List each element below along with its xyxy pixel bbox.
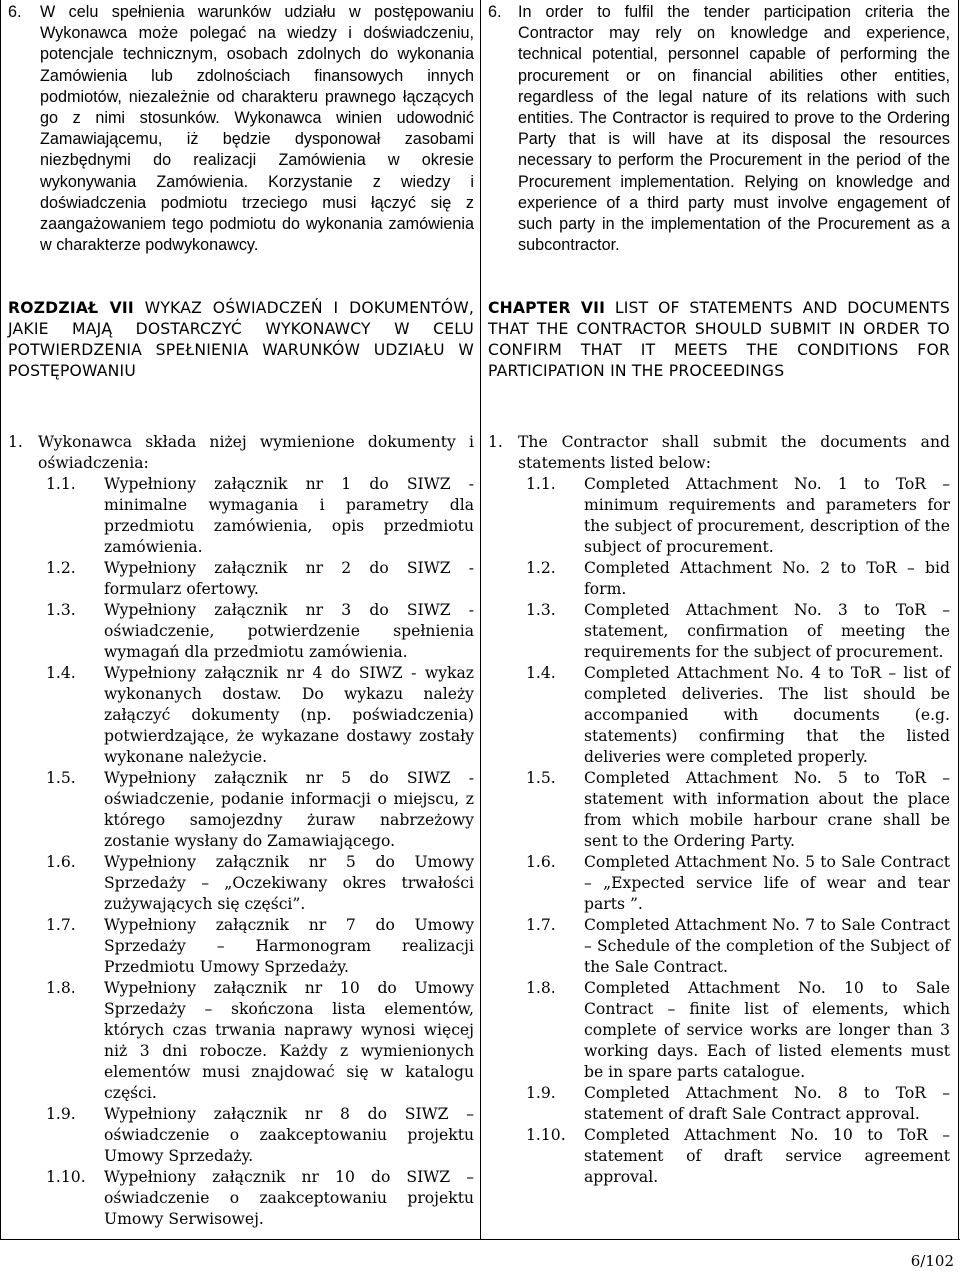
- list-item: [488, 600, 950, 663]
- list-item: [8, 915, 474, 978]
- list-intro: [488, 432, 950, 474]
- list-item: [488, 474, 950, 558]
- item-number: 1.7.: [46, 916, 76, 934]
- page-number: 6/102: [910, 1252, 954, 1270]
- item-text: Completed Attachment No. 10 to ToR – statement of draft service agreement approval.: [584, 1126, 950, 1186]
- list-item: [8, 852, 474, 915]
- item-text: Completed Attachment No. 10 to Sale Contract – finite list of elements, which complete of service works are longer than 3 working days. Each of listed elements must be in spare parts catalogue.: [584, 979, 950, 1081]
- chapter-heading-pl: [8, 298, 474, 382]
- list-item: [488, 915, 950, 978]
- section-6-pl: [8, 2, 474, 256]
- chapter-title: WYKAZ OŚWIADCZEŃ I DOKUMENTÓW, JAKIE MAJĄ DOSTARCZYĆ WYKONAWCY W CELU POTWIERDZENIA SPEŁNIENIA WARUNKÓW UDZIAŁU W POSTĘPOWANIU: [8, 299, 474, 380]
- item-number: 1.7.: [526, 916, 556, 934]
- list-item: [8, 1104, 474, 1167]
- item-number: 1.2.: [46, 559, 76, 577]
- chapter-label: CHAPTER VII: [488, 299, 606, 317]
- list-items: [8, 474, 474, 1230]
- list-item: [8, 663, 474, 768]
- documents-list-en: [488, 432, 950, 1188]
- table-border-left: [0, 0, 1, 1240]
- item-number: 1.2.: [526, 559, 556, 577]
- item-number: 1.1.: [46, 475, 76, 493]
- item-number: 1.9.: [526, 1084, 556, 1102]
- item-text: Completed Attachment No. 1 to ToR – minimum requirements and parameters for the subject of procurement, description of the subject of procurement.: [584, 475, 950, 556]
- section-text: W celu spełnienia warunków udziału w postępowaniu Wykonawca może polegać na wiedzy i doświadczeniu, potencjale technicznym, osobach zdolnych do wykonania Zamówienia lub zdolnościach finansowych innych podmiotów, niezależnie od charakteru prawnego łączących go z nimi stosunków. Wykonawca winien udowodnić Zamawiającemu, iż będzie dysponował zasobami niezbędnymi do realizacji Zamówienia w okresie wykonywania Zamówienia. Korzystanie z wiedzy i doświadczenia podmiotu trzeciego musi łączyć się z zaangażowaniem tego podmiotu do wykonania zamówienia w charakterze podwykonawcy.: [40, 3, 474, 255]
- list-item: [488, 852, 950, 915]
- item-number: 1.10.: [46, 1168, 86, 1186]
- chapter-heading-en: [488, 298, 950, 382]
- item-text: Completed Attachment No. 7 to Sale Contract – Schedule of the completion of the Subject of the Sale Contract.: [584, 916, 950, 976]
- item-number: 1.8.: [46, 979, 76, 997]
- item-number: 1.4.: [46, 664, 76, 682]
- item-number: 1.3.: [46, 601, 76, 619]
- item-number: 1.3.: [526, 601, 556, 619]
- item-number: 1.6.: [526, 853, 556, 871]
- item-text: Completed Attachment No. 5 to ToR – statement with information about the place from which mobile harbour crane shall be sent to the Ordering Party.: [584, 769, 950, 850]
- chapter-title: LIST OF STATEMENTS AND DOCUMENTS THAT THE CONTRACTOR SHOULD SUBMIT IN ORDER TO CONFIRM THAT IT MEETS THE CONDITIONS FOR PARTICIPATION IN THE PROCEEDINGS: [488, 299, 950, 380]
- list-item: [488, 1125, 950, 1188]
- list-item: [488, 558, 950, 600]
- list-item: [488, 978, 950, 1083]
- list-intro: [8, 432, 474, 474]
- list-item: [8, 558, 474, 600]
- list-item: [8, 978, 474, 1104]
- item-text: Wypełniony załącznik nr 2 do SIWZ - formularz ofertowy.: [104, 559, 474, 598]
- item-number: 1.5.: [526, 769, 556, 787]
- item-number: 1.9.: [46, 1105, 76, 1123]
- list-item: [488, 663, 950, 768]
- item-text: Completed Attachment No. 2 to ToR – bid form.: [584, 559, 950, 598]
- table-column-divider: [480, 0, 481, 1240]
- list-item: [488, 1083, 950, 1125]
- item-number: 1.6.: [46, 853, 76, 871]
- list-number: 1.: [488, 433, 503, 451]
- item-text: Wypełniony załącznik nr 8 do SIWZ – oświadczenie o zaakceptowaniu projektu Umowy Sprzedaży.: [104, 1105, 474, 1165]
- item-number: 1.1.: [526, 475, 556, 493]
- list-intro-text: The Contractor shall submit the documents and statements listed below:: [518, 433, 950, 472]
- section-text: In order to fulfil the tender participation criteria the Contractor may rely on knowledge and experience, technical potential, personnel capable of performing the procurement or on financial abilities other entities, regardless of the legal nature of its relations with such entities. The Contractor is required to prove to the Ordering Party that is will have at its disposal the resources necessary to perform the Procurement in the period of the Procurement implementation. Relying on knowledge and experience of a third party must involve engagement of such party in the implementation of the Procurement as a subcontractor.: [518, 3, 950, 255]
- item-text: Wypełniony załącznik nr 10 do Umowy Sprzedaży – skończona lista elementów, których czas trwania naprawy wynosi więcej niż 3 dni robocze. Każdy z wymienionych elementów musi znajdować się w katalogu części.: [104, 979, 474, 1102]
- item-text: Completed Attachment No. 3 to ToR – statement, confirmation of meeting the requirements for the subject of procurement.: [584, 601, 950, 661]
- item-number: 1.10.: [526, 1126, 566, 1144]
- item-text: Wypełniony załącznik nr 5 do SIWZ - oświadczenie, podanie informacji o miejscu, z którego samojezdny żuraw nabrzeżowy zostanie wysłany do Zamawiającego.: [104, 769, 474, 850]
- list-item: [488, 768, 950, 852]
- section-number: 6.: [8, 3, 22, 21]
- list-items: [488, 474, 950, 1188]
- item-text: Completed Attachment No. 4 to ToR – list of completed deliveries. The list should be accompanied with documents (e.g. statements) confirming that the listed deliveries were completed properly.: [584, 664, 950, 766]
- item-text: Wypełniony załącznik nr 5 do Umowy Sprzedaży – „Oczekiwany okres trwałości zużywających się części”.: [104, 853, 474, 913]
- table-border-right: [958, 0, 959, 1240]
- list-item: [8, 768, 474, 852]
- list-item: [8, 600, 474, 663]
- item-number: 1.5.: [46, 769, 76, 787]
- chapter-label: ROZDZIAŁ VII: [8, 299, 134, 317]
- item-text: Wypełniony załącznik nr 7 do Umowy Sprzedaży – Harmonogram realizacji Przedmiotu Umowy Sprzedaży.: [104, 916, 474, 976]
- item-text: Wypełniony załącznik nr 1 do SIWZ - minimalne wymagania i parametry dla przedmiotu zamówienia, opis przedmiotu zamówienia.: [104, 475, 474, 556]
- item-text: Completed Attachment No. 5 to Sale Contract – „Expected service life of wear and tear parts ”.: [584, 853, 950, 913]
- documents-list-pl: [8, 432, 474, 1230]
- item-number: 1.4.: [526, 664, 556, 682]
- list-item: [8, 474, 474, 558]
- section-6-en: [488, 2, 950, 256]
- list-number: 1.: [8, 433, 23, 451]
- section-number: 6.: [488, 3, 502, 21]
- table-border-bottom: [0, 1239, 960, 1240]
- list-item: [8, 1167, 474, 1230]
- item-number: 1.8.: [526, 979, 556, 997]
- item-text: Completed Attachment No. 8 to ToR – statement of draft Sale Contract approval.: [584, 1084, 950, 1123]
- item-text: Wypełniony załącznik nr 3 do SIWZ - oświadczenie, potwierdzenie spełnienia wymagań dla przedmiotu zamówienia.: [104, 601, 474, 661]
- item-text: Wypełniony załącznik nr 10 do SIWZ – oświadczenie o zaakceptowaniu projektu Umowy Serwisowej.: [104, 1168, 474, 1228]
- item-text: Wypełniony załącznik nr 4 do SIWZ - wykaz wykonanych dostaw. Do wykazu należy załączyć dokumenty (np. poświadczenia) potwierdzające, że wykazane dostawy zostały wykonane należycie.: [104, 664, 474, 766]
- list-intro-text: Wykonawca składa niżej wymienione dokumenty i oświadczenia:: [38, 433, 474, 472]
